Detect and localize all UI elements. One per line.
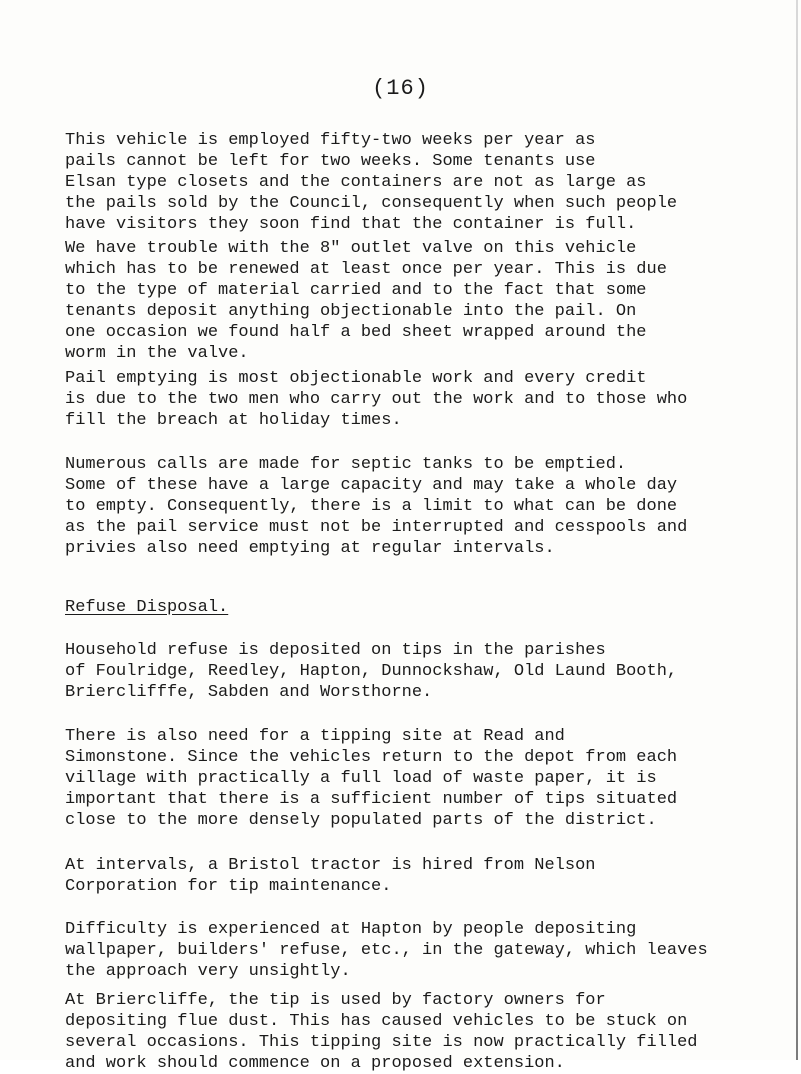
paragraph-household-refuse: Household refuse is deposited on tips in the parishes of Foulridge, Reedley, Hapton, Dunnockshaw, Old Laund Booth, Brierclifffe, Sabden and Worsthorne. bbox=[65, 641, 678, 702]
paragraph-septic-tanks: Numerous calls are made for septic tanks to be emptied. Some of these have a large capacity and may take a whole day to empty. Consequently, there is a limit to what can be done as the pail service must not be interrupted and cesspools and privies also need emptying at regular intervals. bbox=[65, 455, 688, 558]
page-number: (16) bbox=[372, 76, 429, 101]
paragraph-bristol-tractor: At intervals, a Bristol tractor is hired from Nelson Corporation for tip maintenance. bbox=[65, 856, 596, 896]
paragraph-vehicle-employment: This vehicle is employed fifty-two weeks per year as pails cannot be left for two weeks. Some tenants use Elsan type closets and the containers are not as large as the pails sold by the Council, consequently when such people have visitors they soon find that the container is full. bbox=[65, 131, 678, 234]
section-heading-refuse-disposal: Refuse Disposal. bbox=[65, 598, 229, 617]
paragraph-briercliffe-tip: At Briercliffe, the tip is used by factory owners for depositing flue dust. This has caused vehicles to be stuck on several occasions. This tipping site is now practically filled and work should commence on a proposed extension. bbox=[65, 991, 698, 1073]
paragraph-hapton-difficulty: Difficulty is experienced at Hapton by people depositing wallpaper, builders' refuse, etc., in the gateway, which leaves the approach very unsightly. bbox=[65, 920, 708, 981]
page-edge-shadow bbox=[796, 0, 798, 1060]
paragraph-outlet-valve: We have trouble with the 8" outlet valve on this vehicle which has to be renewed at least once per year. This is due to the type of material carried and to the fact that some tenants deposit anything objectionable into the pail. On one occasion we found half a bed sheet wrapped around the worm in the valve. bbox=[65, 239, 667, 363]
paragraph-tipping-site-need: There is also need for a tipping site at Read and Simonstone. Since the vehicles return to the depot from each village with practically a full load of waste paper, it is important that there is a sufficient number of tips situated close to the more densely populated parts of the district. bbox=[65, 727, 678, 830]
paragraph-pail-emptying: Pail emptying is most objectionable work and every credit is due to the two men who carry out the work and to those who fill the breach at holiday times. bbox=[65, 369, 688, 430]
